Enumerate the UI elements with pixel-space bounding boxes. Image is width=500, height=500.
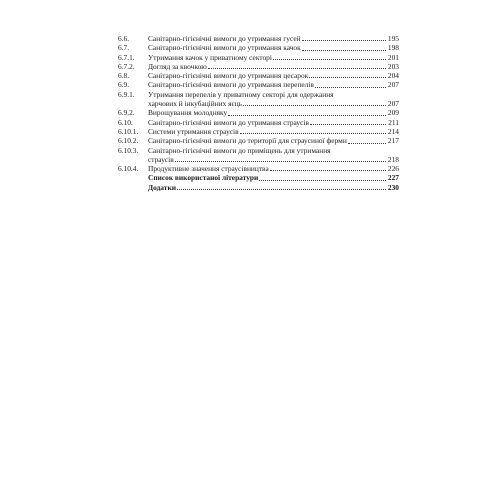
- toc-entry-page: 211: [388, 117, 399, 127]
- toc-entry-page: 203: [387, 61, 399, 71]
- toc-entry-references: [118, 173, 399, 182]
- dot-leader: [177, 189, 386, 190]
- toc-entry-title-line1: Санітарно-гігієнічні вимоги до приміщень для утримання: [148, 145, 331, 155]
- toc-entry-number: 6.9.2.: [118, 108, 135, 118]
- dot-leader: [240, 133, 386, 134]
- dot-leader: [315, 87, 386, 88]
- toc-entry-title: Вирощування молодняку: [148, 108, 228, 118]
- dot-leader: [302, 50, 386, 51]
- toc-entry-number: 6.9.1.: [118, 89, 135, 99]
- toc-entry: [118, 90, 399, 109]
- dot-leader: [228, 115, 386, 116]
- toc-entry: [118, 108, 399, 117]
- toc-entry: [118, 80, 399, 89]
- toc-entry-title-line1: Утримання перепелів у приватному секторі для одержання: [148, 89, 334, 99]
- dot-leader: [208, 68, 386, 69]
- toc-entry: [118, 136, 399, 145]
- toc-entry: [118, 34, 399, 43]
- toc-entry-title: Системи утримання страусів: [148, 126, 239, 136]
- toc-entry-title: Санітарно-гігієнічні вимоги до утримання страусів: [148, 117, 309, 127]
- table-of-contents: [118, 34, 399, 192]
- toc-entry-appendices: [118, 183, 399, 192]
- toc-entry-page: 207: [387, 80, 399, 90]
- toc-entry-number: 6.10.4.: [118, 164, 139, 174]
- toc-entry: [118, 43, 399, 52]
- toc-entry: [118, 146, 399, 165]
- toc-entry-page: 207: [387, 99, 399, 109]
- toc-entry-page: 201: [387, 52, 399, 62]
- toc-entry-title: Санітарно-гігієнічні вимоги до утримання перепелів: [148, 80, 314, 90]
- toc-entry-title: Список використаної літератури: [148, 173, 259, 183]
- toc-entry-page: 198: [387, 43, 399, 53]
- toc-entry-title: Догляд за квочкою: [148, 61, 207, 71]
- toc-entry: [118, 127, 399, 136]
- toc-entry-number: 6.10.: [118, 117, 133, 127]
- toc-entry-number: 6.9.: [118, 80, 130, 90]
- dot-leader: [309, 77, 386, 78]
- toc-entry-page: 195: [387, 34, 399, 43]
- toc-entry-title: Утримання качок у приватному секторі: [148, 52, 272, 62]
- toc-entry-number: 6.7.1.: [118, 52, 135, 62]
- dot-leader: [273, 59, 386, 60]
- toc-entry-number: 6.10.2.: [118, 136, 139, 146]
- toc-entry: [118, 62, 399, 71]
- toc-entry-number: 6.10.3.: [118, 145, 139, 155]
- toc-entry-title: Санітарно-гігієнічні вимоги до утримання гусей: [148, 34, 301, 43]
- toc-entry-title: Санітарно-гігієнічні вимоги до утримання цесарок: [148, 71, 309, 81]
- toc-entry-page: 227: [387, 173, 399, 183]
- toc-entry-page: 204: [387, 71, 399, 81]
- toc-entry-page: 218: [387, 154, 399, 164]
- dot-leader: [243, 105, 386, 106]
- dot-leader: [270, 170, 386, 171]
- dot-leader: [310, 124, 386, 125]
- toc-entry-number: 6.10.1.: [118, 126, 139, 136]
- toc-entry-page: 214: [387, 126, 399, 136]
- dot-leader: [175, 161, 386, 162]
- toc-entry-title: Додатки: [148, 182, 176, 192]
- toc-entry: [118, 118, 399, 127]
- toc-entry-page: 209: [387, 108, 399, 118]
- toc-entry-number: 6.7.: [118, 43, 130, 53]
- toc-entry-page: 230: [387, 182, 399, 192]
- toc-entry-title-line2: страусів: [148, 154, 174, 164]
- toc-entry-number: 6.6.: [118, 34, 130, 43]
- toc-entry-page: 217: [387, 136, 399, 146]
- toc-entry: [118, 53, 399, 62]
- toc-entry: [118, 164, 399, 173]
- toc-entry-number: 6.7.2.: [118, 61, 135, 71]
- toc-entry-title: Санітарно-гігієнічні вимоги до території для страусиної ферми: [148, 136, 347, 146]
- dot-leader: [348, 143, 386, 144]
- toc-entry-title: Санітарно-гігієнічні вимоги до утримання качок: [148, 43, 301, 53]
- dot-leader: [259, 180, 386, 181]
- toc-entry: [118, 71, 399, 80]
- toc-entry-number: 6.8.: [118, 71, 130, 81]
- toc-entry-title-line2: харчових й інкубаційних яєць: [148, 99, 243, 109]
- toc-entry-page: 226: [387, 164, 399, 174]
- dot-leader: [302, 40, 386, 41]
- toc-entry-title: Продуктивне значення страусівництва: [148, 164, 269, 174]
